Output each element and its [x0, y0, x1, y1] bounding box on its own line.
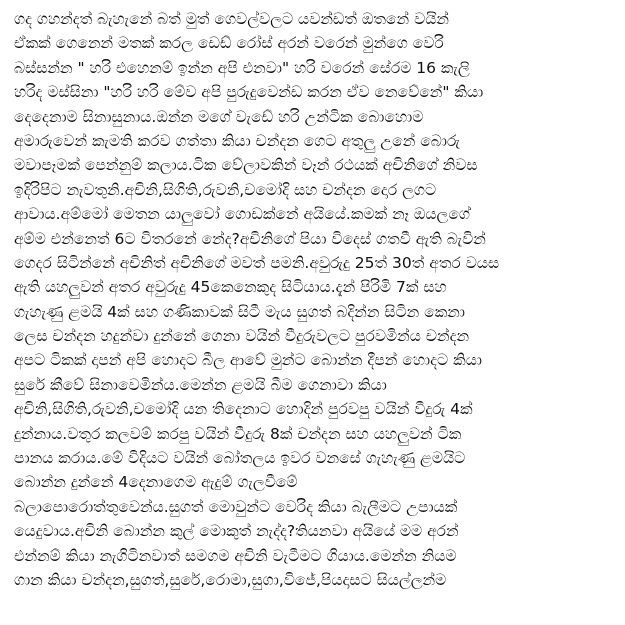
text-line: ගැහැණු ළමයි 4ක් සහ ගණිකාවක් සිටී මැය සුගත් බදින්න සිටින කෙනා: [14, 302, 465, 321]
text-line: ලෙස චන්දන හදුන්වා දුන්නේ ගෙනා වයින් වීදුරුවලට පුරවමින්ය චන්දන: [14, 327, 470, 346]
text-line: ගෙදර සිටින්නේ අචිනිත් අචිනිගේ මවත් පමනි.අවුරුදු 25ත් 30ත් අතර වයස: [14, 253, 500, 272]
text-line: බොන්න දුන්නේ 4දෙනාගෙම ඇදුම් ගැලවීමේ: [14, 473, 298, 492]
text-line: ගාන කියා චන්දන,සුගත්,සුරේ,රොමා,සුගා,විජේ,පියදාසට සියල්ලන්ම: [14, 570, 447, 589]
text-line: හරිද මස්සිනා "හරි හරි මේව අපි පුරුදුවෙන්ඩ කරන ඒව නෙවේනේ" කියා: [14, 83, 484, 102]
text-line: ගද ගහන්දත් බැහැනේ බත් මුත් ගෙවල්වලට යවන්ඩත් ඔතනේ වයින්: [14, 10, 449, 28]
text-line: බස්සන්න " හරි එහෙනම් ඉන්න අපි එනවා" හරි වරෙන් සේරම 16 කැලි: [14, 58, 470, 77]
text-line: ඒකක් ගෙනෙන් මතක් කරල ඩෙඩ් රෝස් අරන් වරෙන් මුන්ගෙ වෙරි: [14, 34, 444, 53]
text-line: ආවාය.අම්මෝ මෙතන යාලුවෝ ගොඩක්නේ අයියේ.කමක් නෑ ඔයලගේ: [14, 205, 470, 224]
text-line: දෙදෙනාම සිනාසුනාය.ඔන්න මගේ වැඩේ හරි උන්ටික බොහොම: [14, 107, 424, 126]
text-line: අම්ම එන්නෙත් 6ට විතරනේ නේද?අචිනිගේ පියා විදෙස් ගතවී ඇති බැවින්: [14, 229, 486, 248]
text-line: අපට ටිකක් දාපන් අපි හොදට බීල ආවේ මුන්ට බොන්න දීපන් හොදට කියා: [14, 351, 482, 370]
text-line: යෙදුවාය.අචිනි බොන්න කුල් මොකුත් නැද්ද?තියනවා අයියේ මම අරන්: [14, 522, 459, 541]
text-line: අමාරුවෙන් කැමති කරව ගත්තා කියා චන්දන ගෙට අතුලු උනේ බොරු: [14, 131, 460, 150]
text-line: එන්නම් කියා නැගිටිනවාත් සමගම අචිනි වැටීමට ගියාය.මෙන්න නියම: [14, 546, 457, 565]
text-line: මවාපෑමක් පෙන්නුම් කලාය.ටික වේලාවකින් වෑන් රථයක් අචිනිගේ නිවස: [14, 156, 478, 175]
text-line: බලාපොරොත්තුවෙන්ය.සුගත් මොවුන්ට වෙරිද කියා බැලීමට උපායක්: [14, 497, 458, 516]
text-line: සුරේ කීවේ සිනාවෙමින්ය.මෙන්න ළමයි බීම ගෙනාවා කියා: [14, 375, 387, 394]
text-line: ඇති යහලුවන් අතර අවුරුදු 45කෙනෙකුද සිටියාය.දැන් පිරිමි 7ක් සහ: [14, 278, 447, 297]
text-line: අචිනි,සිගිති,රුවනි,චමෝදි යන තිදෙනාට හොදින් පුරවපු වයින් වීදුරු 4ක්: [14, 400, 473, 419]
text-line: දුන්නාය.වතුර කලවම් කරපු වයින් වීදුරු 8ක් චන්දන සහ යහලුවන් ටික: [14, 424, 462, 443]
text-line: ඉදිරිපිට නැවතුනි.අචිනි,සිගිති,රුවනි,චමෝදි සහ චන්දන දොර ලගට: [14, 180, 437, 199]
story-text: [14, 7, 613, 592]
text-line: පානය කරාය.මේ විදියට වයින් බෝතලය ඉවර වනසේ ගැහැණු ළමයිට: [14, 449, 466, 468]
